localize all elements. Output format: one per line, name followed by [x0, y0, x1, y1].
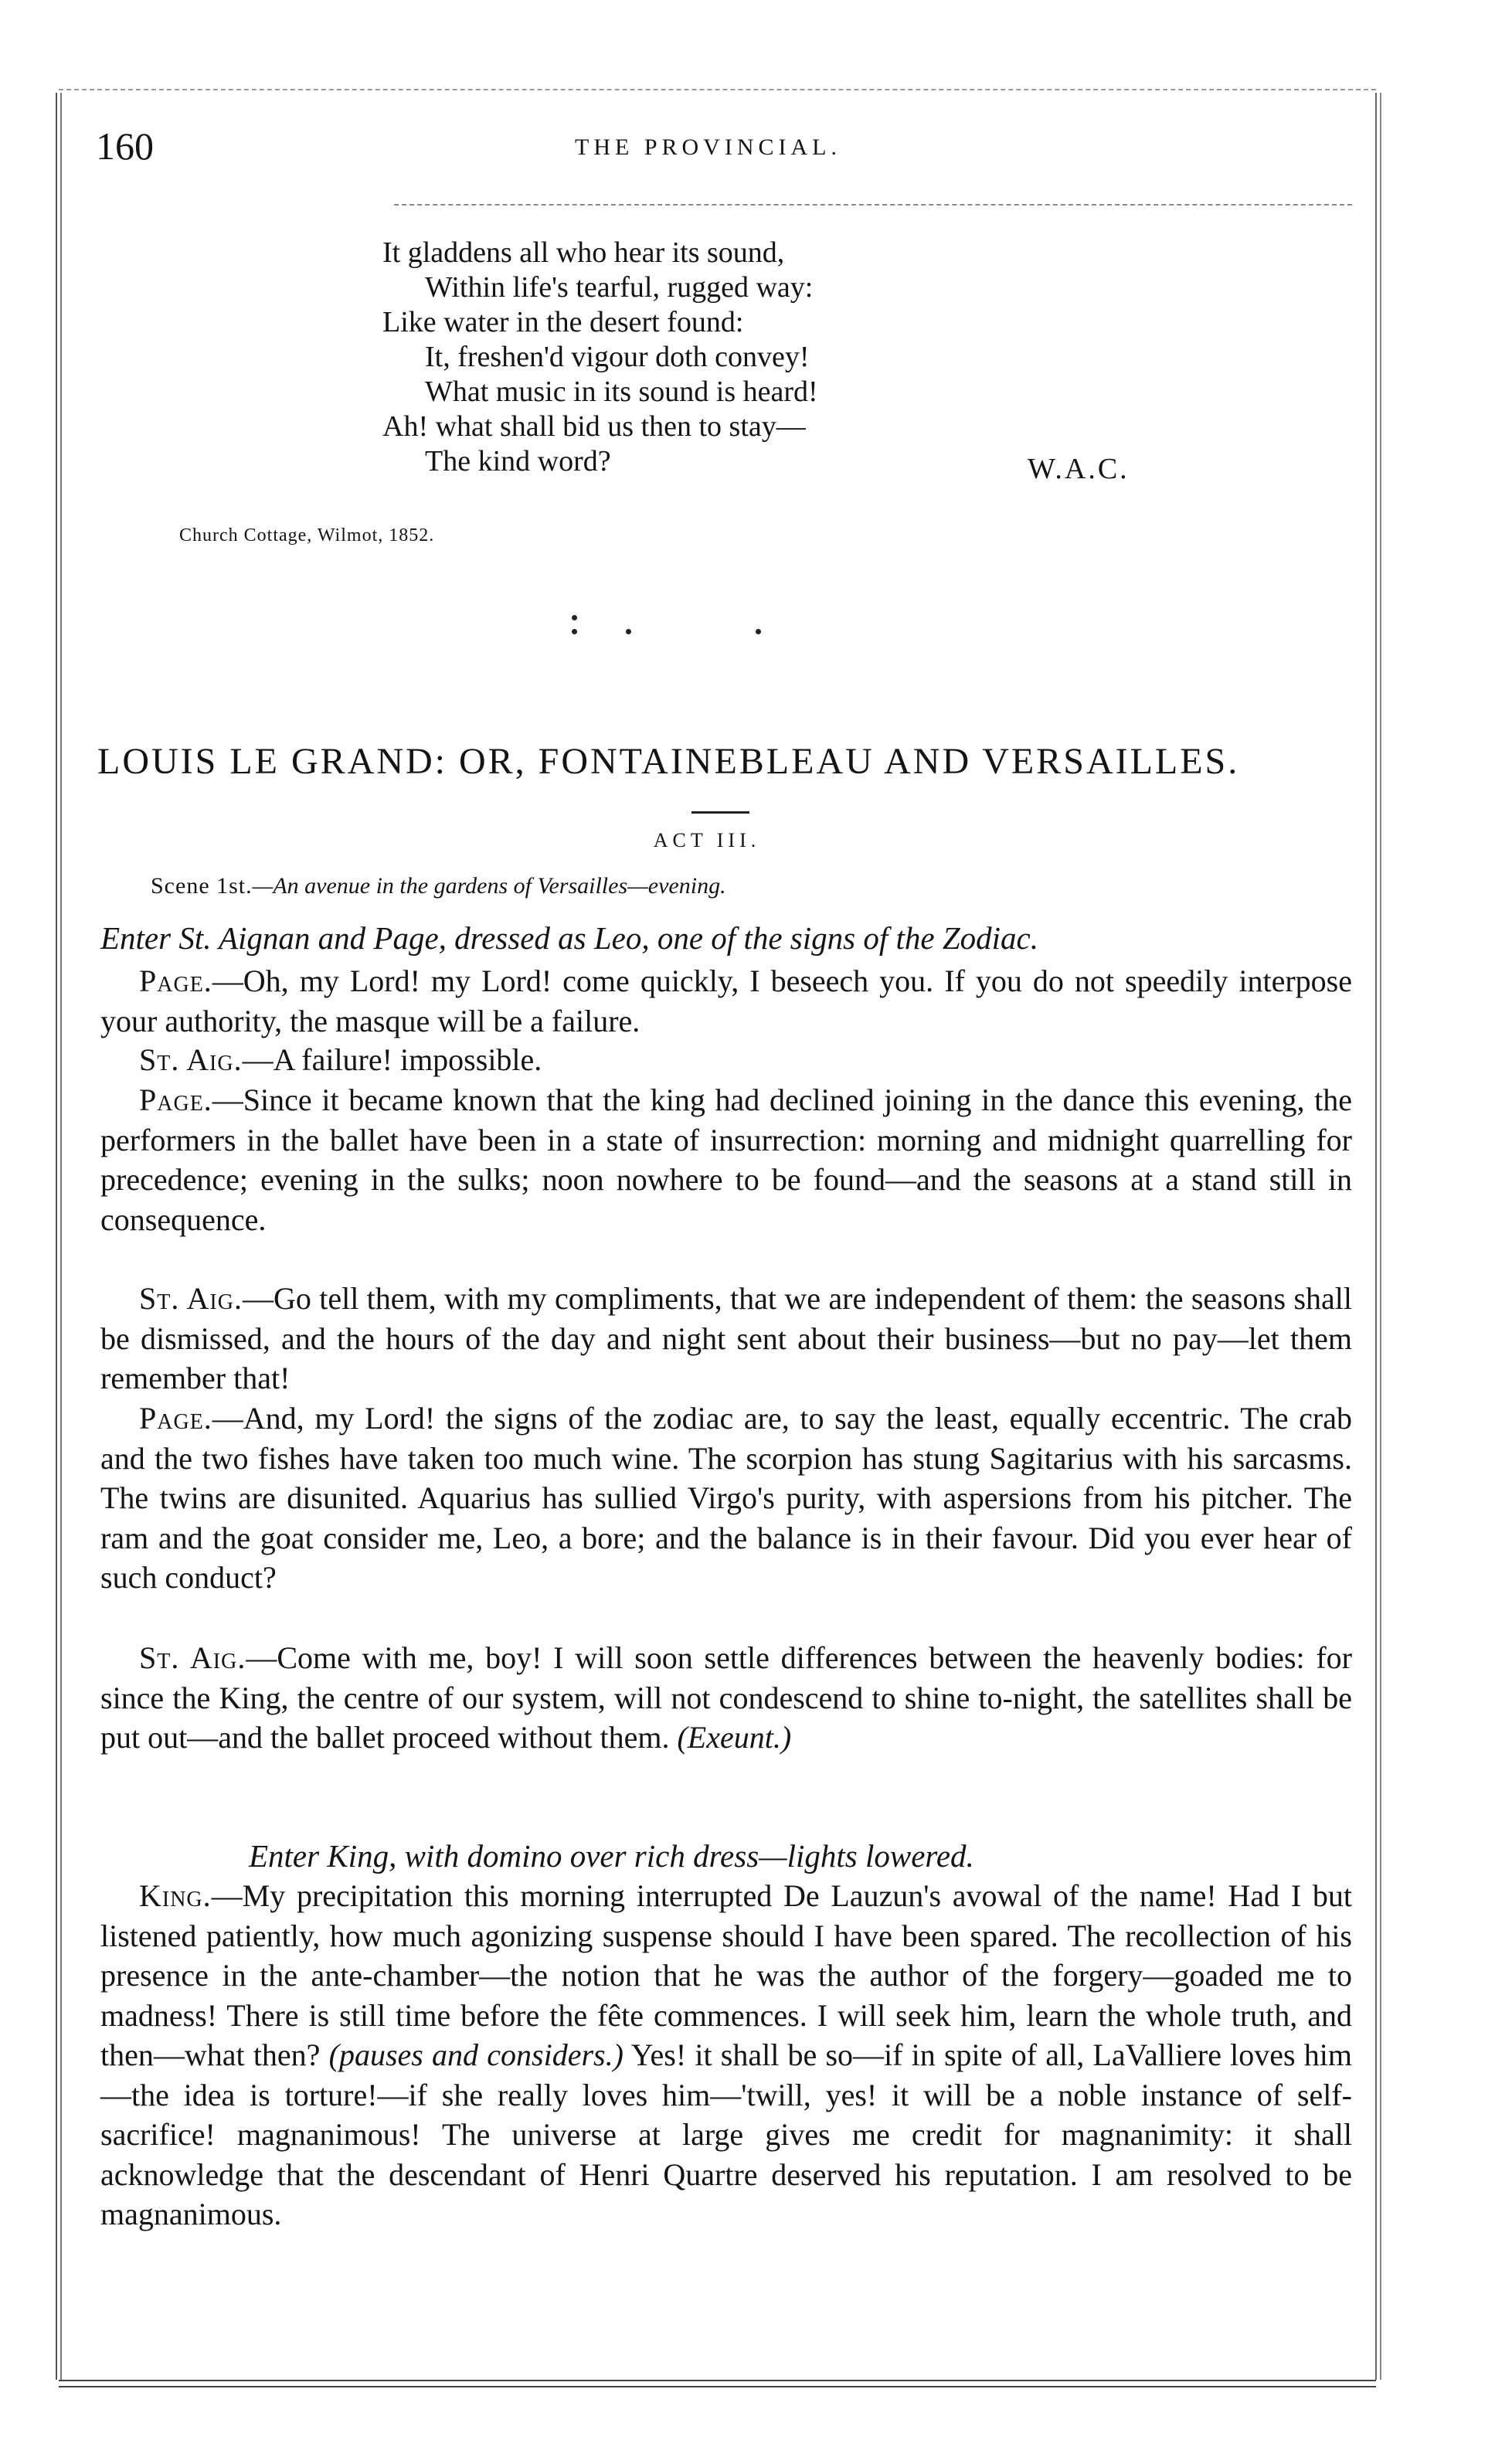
poem-line: It, freshen'd vigour doth convey!: [425, 341, 810, 373]
poem: [382, 236, 1232, 479]
page-border-top: [59, 89, 1376, 90]
speech-text: Yes! it shall be so—if in spite of all, LaValliere loves him—the idea is torture!—if she really loves him—'twill, yes! it will be a noble instance of self-sacrifice! magnanimous! The universe at large gives me credit for magnanimity: it shall acknowledge that the descendant of Henri Quartre deserved his reputation. I am resolved to be magnanimous.: [100, 2037, 1353, 2231]
speaker-name: St. Aig.: [139, 1042, 243, 1077]
speech-text: —Come with me, boy! I will soon settle differences between the heavenly bodies: for since the King, the centre of our system, will not condescend to shine to-night, the satellites shall be put out—and the ballet proceed without them.: [100, 1640, 1353, 1755]
speaker-name: King.: [139, 1878, 212, 1913]
running-head: THE PROVINCIAL.: [575, 134, 841, 160]
poem-dateline: Church Cottage, Wilmot, 1852.: [179, 525, 435, 545]
speech-paragraph: [100, 1080, 1352, 1239]
poem-line: Ah! what shall bid us then to stay—: [382, 410, 806, 443]
title-rule: [691, 811, 749, 814]
page-border-right: [1375, 93, 1381, 2380]
speaker-name: Page.: [139, 1082, 212, 1117]
article-title: LOUIS LE GRAND: OR, FONTAINEBLEAU AND VERSAILLES.: [97, 741, 1240, 782]
scene-setting: —An avenue in the gardens of Versailles—evening.: [252, 873, 726, 899]
poem-line: What music in its sound is heard!: [425, 376, 818, 408]
section-ornament: [556, 618, 773, 649]
scene-label: Scene 1st.: [151, 873, 253, 899]
speech-paragraph: [100, 1040, 1352, 1080]
speaker-name: Page.: [139, 1401, 212, 1436]
stage-direction: Enter St. Aignan and Page, dressed as Leo, one of the signs of the Zodiac.: [100, 920, 1038, 956]
page-header: [96, 124, 1363, 178]
poem-signature: W.A.C.: [1028, 453, 1130, 485]
poem-line: The kind word?: [425, 445, 611, 477]
header-rule: [394, 204, 1352, 206]
page-border-bottom: [59, 2380, 1376, 2387]
scene-heading: [151, 873, 726, 899]
speech-text: —Oh, my Lord! my Lord! come quickly, I beseech you. If you do not speedily interpose your authority, the masque will be a failure.: [100, 963, 1352, 1038]
act-heading: ACT III.: [653, 829, 761, 851]
stage-direction: Enter King, with domino over rich dress—lights lowered.: [249, 1838, 974, 1874]
poem-line: Like water in the desert found:: [382, 306, 744, 338]
speech-paragraph: [100, 1398, 1352, 1598]
page-number: 160: [96, 124, 154, 168]
speaker-name: St. Aig.: [139, 1281, 243, 1316]
speech-text: —Go tell them, with my compliments, that we are independent of them: the seasons shall be dismissed, and the hours of the day and night sent about their business—but no pay—let them remember that!: [100, 1281, 1352, 1395]
poem-line: Within life's tearful, rugged way:: [425, 271, 814, 304]
speech-paragraph: [100, 1638, 1352, 1758]
poem-line: It gladdens all who hear its sound,: [382, 236, 785, 269]
exit-direction: (Exeunt.): [677, 1720, 792, 1755]
speech-text: —And, my Lord! the signs of the zodiac are, to say the least, equally eccentric. The crab and the two fishes have taken too much wine. The scorpion has stung Sagitarius with his sarcasms. The twins are disunited. Aquarius has sullied Virgo's purity, with aspersions from his pitcher. The ram and the goat consider me, Leo, a bore; and the balance is in their favour. Did you ever hear of such conduct?: [100, 1401, 1352, 1595]
aside-direction: (pauses and considers.): [328, 2037, 623, 2072]
speaker-name: Page.: [139, 963, 212, 998]
speech-paragraph: [100, 1279, 1352, 1398]
speech-paragraph: [100, 961, 1352, 1041]
speech-text: —A failure! impossible.: [242, 1042, 542, 1077]
speech-text: —My precipitation this morning interrupted De Lauzun's avowal of the name! Had I but listened patiently, how much agonizing suspense should I have been spared. The recollection of his presence in the ante-chamber—the notion that he was the author of the forgery—goaded me to madness! There is still time before the fête commences. I will seek him, learn the whole truth, and then—what then?: [100, 1878, 1352, 2072]
page-border-left: [56, 93, 62, 2380]
speech-text: —Since it became known that the king had declined joining in the dance this evening, the performers in the ballet have been in a state of insurrection: morning and midnight quarrelling for precedence; evening in the sulks; noon nowhere to be found—and the seasons at a stand still in consequence.: [100, 1082, 1352, 1237]
speaker-name: St. Aig.: [139, 1640, 246, 1675]
speech-paragraph: [100, 1876, 1352, 2234]
